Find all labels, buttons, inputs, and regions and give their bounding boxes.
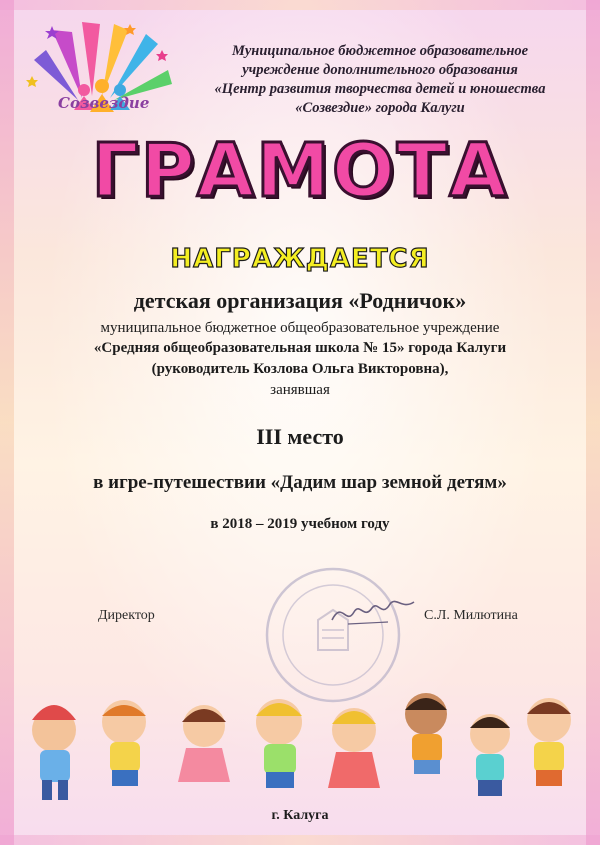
child-figure [470,714,510,796]
city-name: г. Калуга [271,808,329,823]
organization-line-4: «Созвездие» города Калуги [295,100,465,116]
decorative-border-right [586,0,600,845]
academic-year: в 2018 – 2019 учебном году [210,516,390,532]
child-figure [102,700,146,786]
organization-line-1: Муниципальное бюджетное образовательное [231,43,529,59]
child-figure [527,698,571,786]
recipient-line-2: «Средняя общеобразовательная школа № 15» города Калуги [93,340,507,356]
event-name: в игре-путешествии «Дадим шар земной детям» [93,472,507,493]
organization-header [180,42,580,118]
logo-text: Созвездие [58,94,150,112]
recipient-line-4: занявшая [270,382,330,398]
recipient-line-1: муниципальное бюджетное общеобразовательное учреждение [100,320,500,336]
jumping-children-illustration [14,686,586,808]
certificate-title: ГРАМОТА [91,128,509,214]
child-figure [32,705,76,800]
awarded-label: НАГРАЖДАЕТСЯ [170,244,430,274]
child-figure [328,708,380,788]
child-figure [178,705,230,782]
handwritten-signature [328,590,418,630]
signature-position: Директор [98,608,155,623]
organization-line-3: «Центр развития творчества детей и юношества [214,81,546,97]
recipient-name: детская организация «Родничок» [133,288,467,313]
child-figure [405,693,447,774]
organization-line-2: учреждение дополнительного образования [242,62,518,78]
signature-name: С.Л. Милютина [424,608,518,623]
decorative-border-top [0,0,600,10]
decorative-border-bottom [0,835,600,845]
place-award: III место [256,424,344,449]
constellation-logo-icon [22,20,182,132]
decorative-border-left [0,0,14,845]
child-figure [256,699,302,788]
recipient-line-3: (руководитель Козлова Ольга Викторовна), [151,361,449,377]
